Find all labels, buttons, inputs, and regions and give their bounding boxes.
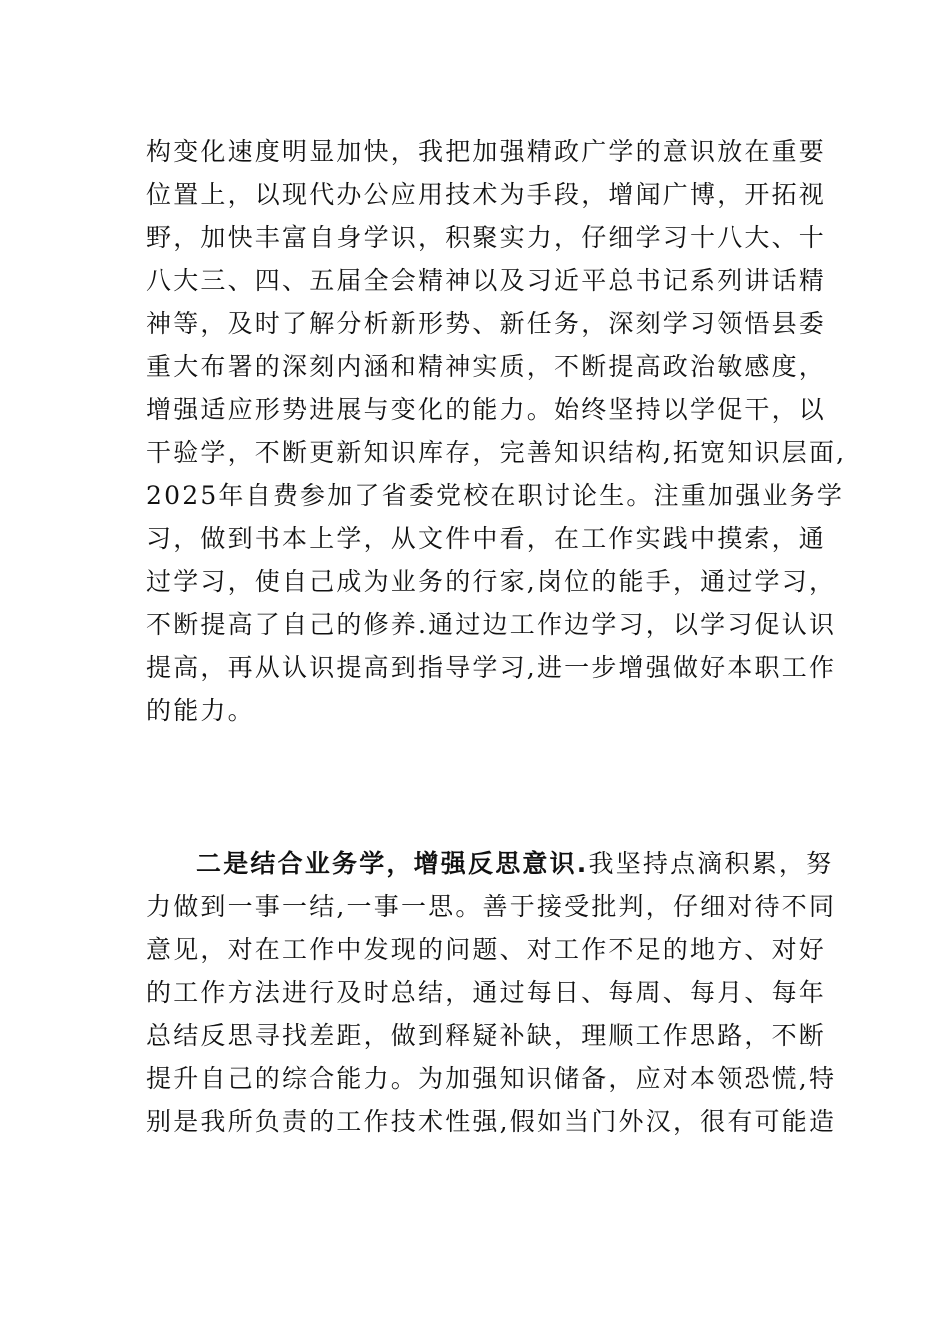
paragraph-line: 总结反思寻找差距，做到释疑补缺，理顺工作思路，不断 bbox=[146, 1021, 827, 1050]
paragraph-line: 构变化速度明显加快，我把加强精政广学的意识放在重要 bbox=[146, 137, 827, 166]
paragraph-line: 过学习，使自己成为业务的行家,岗位的能手，通过学习， bbox=[146, 567, 837, 596]
paragraph-line: 不断提高了自己的修养.通过边工作边学习，以学习促认识 bbox=[146, 610, 837, 639]
paragraph-line: 力做到一事一结,一事一思。善于接受批判，仔细对待不同 bbox=[146, 892, 837, 921]
paragraph-line: 八大三、四、五届全会精神以及习近平总书记系列讲话精 bbox=[146, 266, 827, 295]
paragraph-line: 提升自己的综合能力。为加强知识储备，应对本领恐慌,特 bbox=[146, 1064, 837, 1093]
paragraph-1 bbox=[146, 130, 847, 732]
paragraph-line: 干验学，不断更新知识库存，完善知识结构,拓宽知识层面, bbox=[146, 438, 847, 467]
paragraph-line: 重大布署的深刻内涵和精神实质，不断提高政治敏感度， bbox=[146, 352, 827, 381]
paragraph-line: 神等，及时了解分析新形势、新任务，深刻学习领悟县委 bbox=[146, 309, 827, 338]
paragraph-line: 习，做到书本上学，从文件中看，在工作实践中摸索，通 bbox=[146, 524, 827, 553]
paragraph-line: 2025年自费参加了省委党校在职讨论生。注重加强业务学 bbox=[146, 481, 845, 510]
paragraph-line: 提高，再从认识提高到指导学习,进一步增强做好本职工作 bbox=[146, 653, 837, 682]
paragraph-2 bbox=[146, 842, 836, 1143]
paragraph-line: 意见，对在工作中发现的问题、对工作不足的地方、对好 bbox=[146, 935, 827, 964]
paragraph-line: 位置上，以现代办公应用技术为手段，增闻广博，开拓视 bbox=[146, 180, 827, 209]
paragraph-first-line bbox=[146, 842, 836, 885]
paragraph-first-line-text: 我坚持点滴积累，努 bbox=[588, 849, 834, 878]
paragraph-heading: 二是结合业务学，增强反思意识. bbox=[196, 849, 589, 878]
paragraph-line: 别是我所负责的工作技术性强,假如当门外汉，很有可能造 bbox=[146, 1107, 837, 1136]
paragraph-line: 的能力。 bbox=[146, 696, 255, 725]
paragraph-line: 野，加快丰富自身学识，积聚实力，仔细学习十八大、十 bbox=[146, 223, 827, 252]
paragraph-line: 的工作方法进行及时总结，通过每日、每周、每月、每年 bbox=[146, 978, 827, 1007]
paragraph-line: 增强适应形势进展与变化的能力。始终坚持以学促干，以 bbox=[146, 395, 827, 424]
